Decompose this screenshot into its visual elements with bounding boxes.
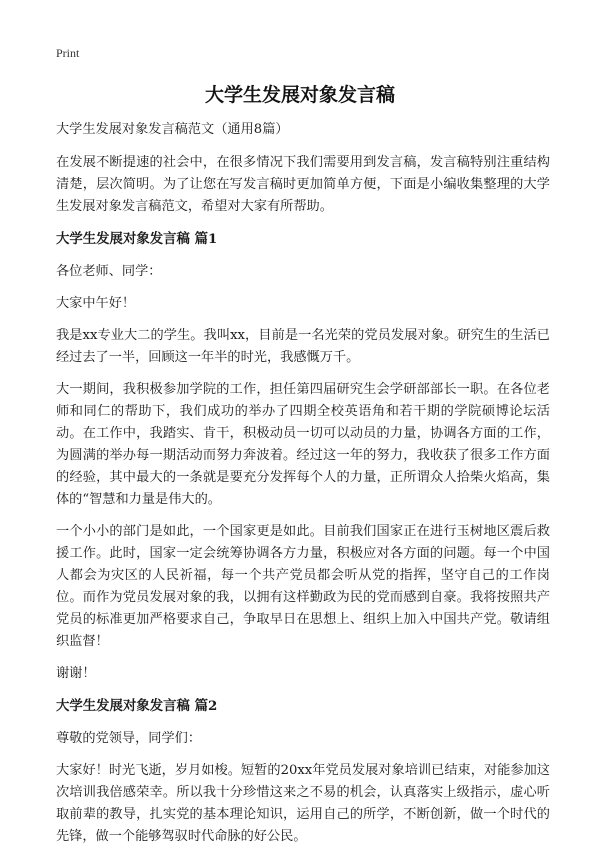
article-subtitle: 大学生发展对象发言稿范文（通用8篇）	[56, 122, 289, 137]
salutation: 各位老师、同学：	[56, 264, 162, 279]
body-paragraph: 我是xx专业大二的学生。我叫xx，目前是一名光荣的党员发展对象。研究生的生活已经过去了一半，回顾这一年半的时光，我感慨万千。	[56, 328, 550, 365]
section-2	[56, 695, 550, 848]
salutation: 尊敬的党领导，同学们：	[56, 731, 202, 746]
print-link[interactable]: Print	[56, 46, 80, 60]
body-paragraph: 大家好！时光飞逝，岁月如梭。短暂的20xx年党员发展对象培训已结束，对能参加这次培训我倍感荣幸。所以我十分珍惜这来之不易的机会，认真落实上级指示，虚心听取前辈的教导，扎实党的基本理论知识，运用自己的所学，不断创新，做一个时代的先锋，做一个能够驾驭时代命脉的好公民。	[56, 763, 550, 844]
body-paragraph: 一个小小的部门是如此，一个国家更是如此。目前我们国家正在进行玉树地区震后救援工作。此时，国家一定会统筹协调各方力量，积极应对各方面的问题。每一个中国人都会为灾区的人民祈福，每一个共产党员都会听从党的指挥，坚守自己的工作岗位。而作为党员发展对象的我，以拥有这样勤政为民的党而感到自豪。我将按照共产党员的标准更加严格要求自己，争取早日在思想上、组织上加入中国共产党。敬请组织监督！	[56, 524, 550, 649]
closing: 谢谢！	[56, 666, 96, 681]
section-1	[56, 228, 550, 685]
section-heading: 大学生发展对象发言稿 篇2	[56, 698, 218, 714]
body-paragraph: 大一期间，我积极参加学院的工作，担任第四届研究生会学研部部长一职。在各位老师和同仁的帮助下，我们成功的举办了四期全校英语角和若干期的学院硕博论坛活动。在工作中，我踏实、肯干，积极动员一切可以动员的力量，协调各方面的工作，为圆满的举办每一期活动而努力奔波着。经过这一年的努力，我收获了很多工作方面的经验，其中最大的一条就是要充分发挥每个人的力量，正所谓众人拾柴火焰高，集体的“智慧和力量是伟大的。	[56, 382, 550, 507]
page-title: 大学生发展对象发言稿	[204, 84, 395, 106]
article-body	[56, 119, 550, 858]
intro-paragraph: 在发展不断提速的社会中，在很多情况下我们需要用到发言稿，发言稿特别注重结构清楚，层次简明。为了让您在写发言稿时更加简单方便，下面是小编收集整理的大学生发展对象发言稿范文，希望对大家有所帮助。	[56, 155, 550, 214]
greeting: 大家中午好！	[56, 296, 136, 311]
section-heading: 大学生发展对象发言稿 篇1	[56, 231, 218, 247]
